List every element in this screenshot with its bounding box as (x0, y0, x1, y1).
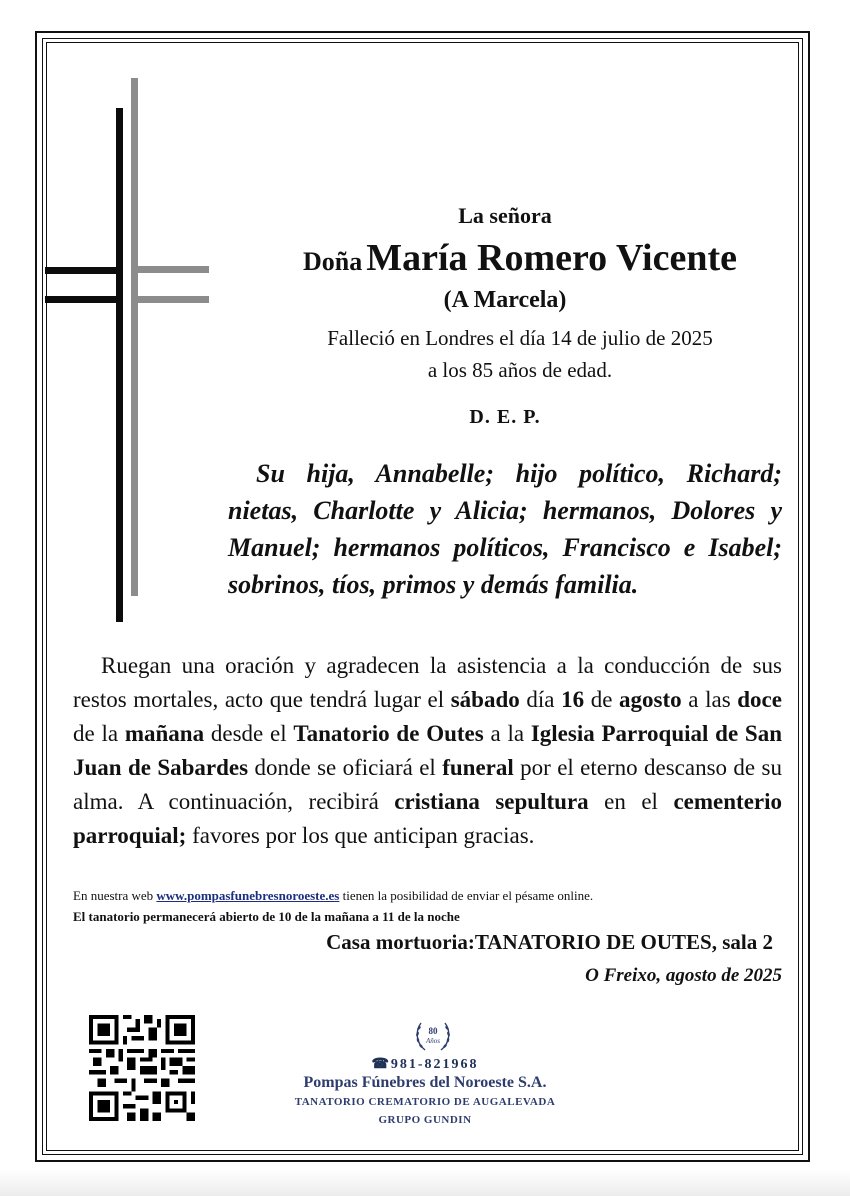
ceremony-paragraph: Ruegan una oración y agradecen la asistencia a la conducción de sus restos mortales, acto que tendrá lugar el sábado día 16 de agosto a las doce de la mañana desde el Tanatorio de Outes a la Iglesia Parroquial de San Juan de Sabardes donde se oficiará el funeral por el eterno descanso de su alma. A continuación, recibirá cristiana sepultura en el cementerio parroquial; favores por los que anticipan gracias. (73, 653, 783, 848)
qr-code[interactable] (89, 1015, 195, 1121)
casa-mortuoria: Casa mortuoria:TANATORIO DE OUTES, sala 2 (326, 930, 773, 954)
dep-text: D. E. P. (469, 406, 541, 428)
page-shadow (0, 1170, 850, 1196)
laurel-logo-icon (411, 1017, 455, 1057)
intro-text: La señora (458, 203, 552, 228)
web-note: En nuestra web www.pompasfunebresnoroeste.es tienen la posibilidad de enviar el pésame online. (73, 888, 594, 903)
website-link[interactable]: www.pompasfunebresnoroeste.es (156, 888, 340, 903)
company-name: Pompas Fúnebres del Noroeste S.A. (303, 1074, 547, 1091)
family-list: Su hija, Annabelle; hijo político, Richard; nietas, Charlotte y Alicia; hermanos, Dolores y Manuel; hermanos políticos, Francisco e Isabel; sobrinos, tíos, primos y demás familia. (228, 459, 782, 599)
place-date: O Freixo, agosto de 2025 (585, 965, 782, 986)
hours-note: El tanatorio permanecerá abierto de 10 de la mañana a 11 de la noche (73, 909, 460, 924)
full-name: María Romero Vicente (366, 237, 737, 279)
crematorium-name: TANATORIO CREMATORIO DE AUGALEVADA (294, 1096, 556, 1108)
nickname: (A Marcela) (443, 287, 567, 313)
deceased-name (240, 236, 800, 280)
death-details: Falleció en Londres el día 14 de julio de 2025 (327, 326, 713, 350)
phone-number: ☎981-821968 (371, 1057, 479, 1072)
group-name: GRUPO GUNDIN (378, 1114, 472, 1126)
age-details: a los 85 años de edad. (427, 358, 613, 382)
phone-icon: ☎ (371, 1057, 391, 1072)
logo-word: Años (426, 1037, 440, 1045)
honorific: Doña (303, 247, 363, 276)
logo-number: 80 (428, 1026, 438, 1036)
